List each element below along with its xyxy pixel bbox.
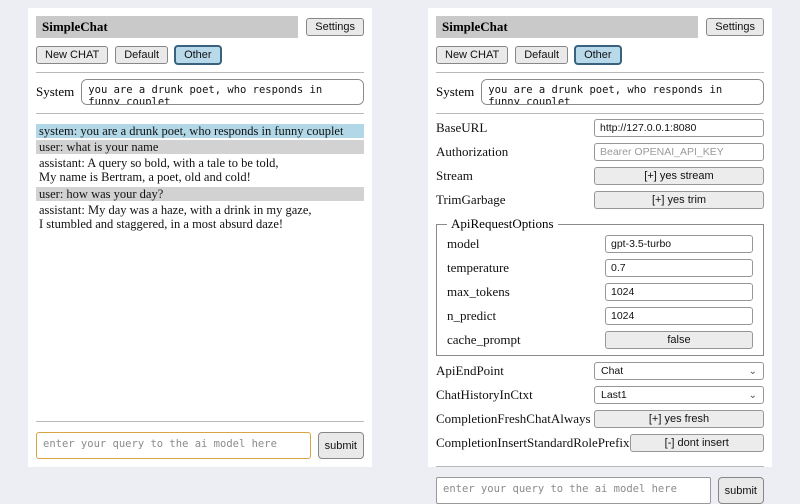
- divider: [36, 72, 364, 73]
- message-line: assistant: A query so bold, with a tale to be told,: [39, 156, 279, 171]
- cache-prompt-toggle-button[interactable]: false: [605, 331, 753, 349]
- session-toolbar: [36, 46, 364, 64]
- chat-message-user: user: what is your name: [36, 140, 364, 154]
- query-input[interactable]: [36, 432, 311, 459]
- setting-row-authorization: [436, 143, 764, 161]
- trimgarbage-toggle-button[interactable]: [+] yes trim: [594, 191, 764, 209]
- session-button-default[interactable]: Default: [515, 46, 568, 64]
- setting-row-cache-prompt: [447, 331, 753, 349]
- setting-row-trimgarbage: [436, 191, 764, 209]
- message-line: assistant: My day was a haze, with a drink in my gaze,: [39, 202, 312, 217]
- chat-message-assistant: [36, 156, 364, 184]
- setting-label: TrimGarbage: [436, 192, 506, 207]
- new-chat-button[interactable]: New CHAT: [36, 46, 108, 64]
- setting-label: cache_prompt: [447, 332, 521, 347]
- system-prompt-input[interactable]: [481, 79, 764, 105]
- session-button-other[interactable]: Other: [175, 46, 221, 64]
- setting-row-n-predict: [447, 307, 753, 325]
- setting-row-apiendpoint: [436, 362, 764, 380]
- setting-row-temperature: [447, 259, 753, 277]
- settings-panel: [428, 8, 772, 497]
- session-button-other[interactable]: Other: [575, 46, 621, 64]
- setting-label: max_tokens: [447, 284, 510, 299]
- session-toolbar: [436, 46, 764, 64]
- message-line: I stumbled and staggered, in a most absurd daze!: [39, 216, 284, 231]
- setting-label: CompletionFreshChatAlways: [436, 411, 591, 426]
- setting-label: ApiEndPoint: [436, 363, 504, 378]
- setting-row-model: [447, 235, 753, 253]
- settings-button[interactable]: Settings: [306, 18, 364, 36]
- selected-value: Last1: [601, 389, 627, 401]
- setting-label: ChatHistoryInCtxt: [436, 387, 533, 402]
- session-button-default[interactable]: Default: [115, 46, 168, 64]
- api-request-options-group: [436, 216, 764, 356]
- setting-label: Stream: [436, 168, 473, 183]
- setting-row-completionfreshchatalways: [436, 410, 764, 428]
- query-row: [36, 432, 364, 459]
- chat-header: [36, 16, 364, 38]
- chevron-down-icon: ⌄: [748, 389, 757, 401]
- completion-fresh-toggle-button[interactable]: [+] yes fresh: [594, 410, 764, 428]
- apiendpoint-select[interactable]: [594, 362, 764, 380]
- system-prompt-row: [436, 79, 764, 105]
- new-chat-button[interactable]: New CHAT: [436, 46, 508, 64]
- n-predict-input[interactable]: [605, 307, 753, 325]
- message-line: My name is Bertram, a poet, old and cold!: [39, 170, 251, 185]
- divider: [436, 72, 764, 73]
- chat-message-assistant: [36, 203, 364, 231]
- api-request-options-legend: ApiRequestOptions: [451, 216, 554, 231]
- app-title: SimpleChat: [36, 16, 298, 38]
- chat-message-user: user: how was your day?: [36, 187, 364, 201]
- setting-row-max-tokens: [447, 283, 753, 301]
- divider: [36, 113, 364, 114]
- system-prompt-input[interactable]: [81, 79, 364, 105]
- model-input[interactable]: [605, 235, 753, 253]
- setting-row-completioninsertstandardroleprefix: [436, 434, 764, 452]
- setting-row-stream: [436, 167, 764, 185]
- max-tokens-input[interactable]: [605, 283, 753, 301]
- system-label: System: [36, 84, 75, 99]
- app-title: SimpleChat: [436, 16, 698, 38]
- chat-message-list: [36, 124, 364, 233]
- setting-row-chathistoryinctxt: [436, 386, 764, 404]
- chat-message-system: system: you are a drunk poet, who responds in funny couplet: [36, 124, 364, 138]
- settings-header: [436, 16, 764, 38]
- setting-label: model: [447, 236, 480, 251]
- stream-toggle-button[interactable]: [+] yes stream: [594, 167, 764, 185]
- divider: [436, 113, 764, 114]
- temperature-input[interactable]: [605, 259, 753, 277]
- query-row: [436, 477, 764, 504]
- divider: [36, 421, 364, 422]
- system-prompt-row: [36, 79, 364, 105]
- setting-row-baseurl: [436, 119, 764, 137]
- setting-label: n_predict: [447, 308, 497, 323]
- baseurl-input[interactable]: [594, 119, 764, 137]
- divider: [436, 466, 764, 467]
- authorization-input[interactable]: [594, 143, 764, 161]
- settings-button[interactable]: Settings: [706, 18, 764, 36]
- setting-label: CompletionInsertStandardRolePrefix: [436, 435, 630, 450]
- setting-label: BaseURL: [436, 120, 488, 135]
- spacer: [36, 233, 364, 413]
- chat-panel: [28, 8, 372, 467]
- setting-label: temperature: [447, 260, 510, 275]
- system-label: System: [436, 84, 475, 99]
- submit-button[interactable]: submit: [718, 477, 764, 504]
- setting-label: Authorization: [436, 144, 509, 159]
- completion-insert-toggle-button[interactable]: [-] dont insert: [630, 434, 764, 452]
- submit-button[interactable]: submit: [318, 432, 364, 459]
- chathistoryinctxt-select[interactable]: [594, 386, 764, 404]
- selected-value: Chat: [601, 365, 624, 377]
- chevron-down-icon: ⌄: [748, 365, 757, 377]
- query-input[interactable]: [436, 477, 711, 504]
